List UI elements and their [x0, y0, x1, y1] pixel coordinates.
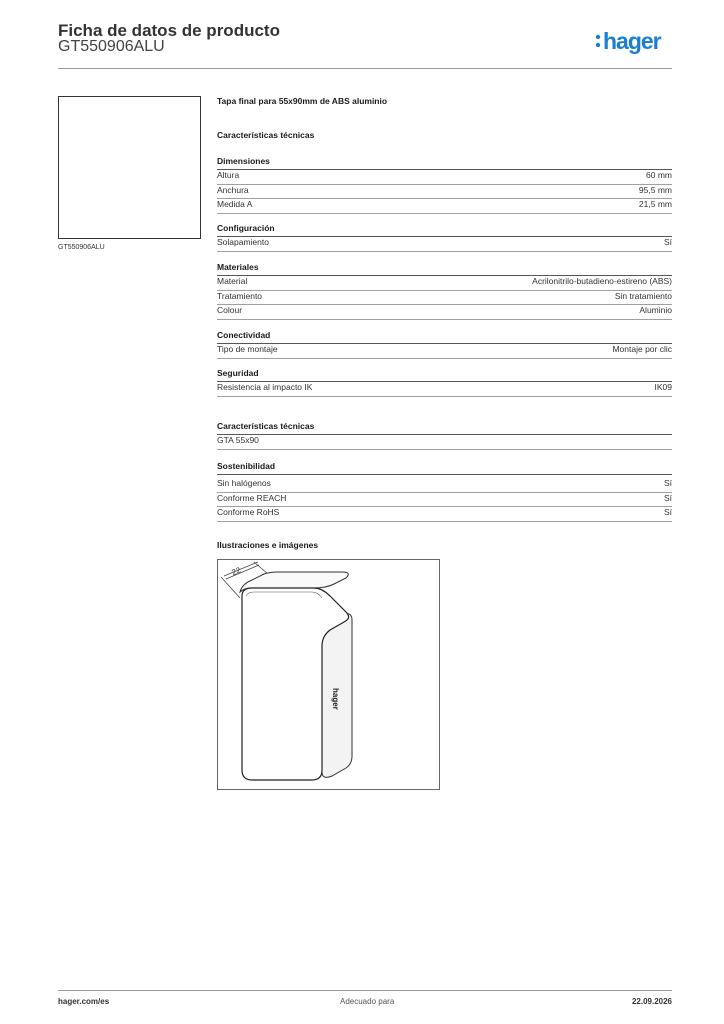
- row-label: Altura: [217, 170, 240, 180]
- table-row: [217, 237, 672, 252]
- product-image-frame: [58, 96, 201, 239]
- table-row: [217, 276, 672, 291]
- table-row: [217, 185, 672, 200]
- section-title-dimensiones: Dimensiones: [217, 156, 672, 170]
- row-value: Sí: [663, 478, 672, 488]
- section-title-ilustraciones: Ilustraciones e imágenes: [217, 540, 319, 550]
- row-label: Conforme RoHS: [217, 507, 280, 517]
- product-reference: GT550906ALU: [58, 38, 165, 55]
- row-label: Anchura: [217, 184, 249, 195]
- logo-text: hager: [603, 28, 661, 54]
- table-row: [217, 478, 672, 493]
- row-value: 21,5 mm: [638, 199, 672, 209]
- section-title-materiales: Materiales: [217, 262, 672, 276]
- table-row: [217, 507, 672, 522]
- row-value: Montaje por clic: [612, 344, 672, 354]
- row-value: Aluminio: [639, 305, 672, 315]
- row-value: Acrilonitrilo-butadieno-estireno (ABS): [532, 276, 672, 286]
- row-label: Resistencia al impacto IK: [217, 382, 313, 392]
- row-value: IK09: [654, 382, 672, 392]
- hager-logo: [595, 26, 675, 58]
- table-row: [217, 344, 672, 359]
- row-label: Tipo de montaje: [217, 344, 278, 354]
- end-cap-drawing: [218, 560, 439, 789]
- brand-mark: hager: [331, 688, 340, 710]
- section-title-caracteristicas: Características técnicas: [217, 421, 672, 435]
- row-label: GTA 55x90: [217, 435, 259, 445]
- footer-suitable-for: Adecuado para: [340, 997, 395, 1006]
- footer-date: 22.09.2026: [631, 997, 672, 1006]
- row-value: Sí: [663, 237, 672, 247]
- row-value: 95,5 mm: [638, 184, 672, 195]
- row-label: Material: [217, 276, 248, 286]
- table-row: [217, 291, 672, 306]
- row-label: Tratamiento: [217, 290, 263, 301]
- row-value: 60 mm: [646, 170, 672, 180]
- table-row: [217, 170, 672, 185]
- section-title-sostenibilidad: Sostenibilidad: [217, 461, 672, 475]
- table-row: [217, 435, 672, 450]
- header-divider: [58, 68, 672, 69]
- row-value: Sí: [663, 492, 672, 503]
- product-image-caption: GT550906ALU: [58, 244, 105, 251]
- footer-website: hager.com/es: [58, 997, 110, 1006]
- footer-divider: [58, 990, 672, 991]
- section-title-configuracion: Configuración: [217, 223, 672, 237]
- row-label: Conforme REACH: [217, 492, 287, 503]
- table-row: [217, 493, 672, 508]
- row-label: Solapamiento: [217, 237, 269, 247]
- row-label: Sin halógenos: [217, 478, 271, 488]
- dimension-label: 22: [230, 565, 243, 578]
- row-value: Sin tratamiento: [614, 290, 672, 301]
- illustration-frame: [217, 559, 440, 790]
- row-label: Medida A: [217, 199, 253, 209]
- row-value: Sí: [663, 507, 672, 517]
- tech-characteristics-title: Características técnicas: [217, 130, 315, 140]
- page-title: Ficha de datos de producto: [58, 21, 280, 40]
- table-row: [217, 305, 672, 320]
- section-title-seguridad: Seguridad: [217, 368, 672, 382]
- product-description: Tapa final para 55x90mm de ABS aluminio: [217, 96, 388, 106]
- table-row: [217, 382, 672, 397]
- table-row: [217, 199, 672, 214]
- row-label: Colour: [217, 305, 243, 315]
- section-title-conectividad: Conectividad: [217, 330, 672, 344]
